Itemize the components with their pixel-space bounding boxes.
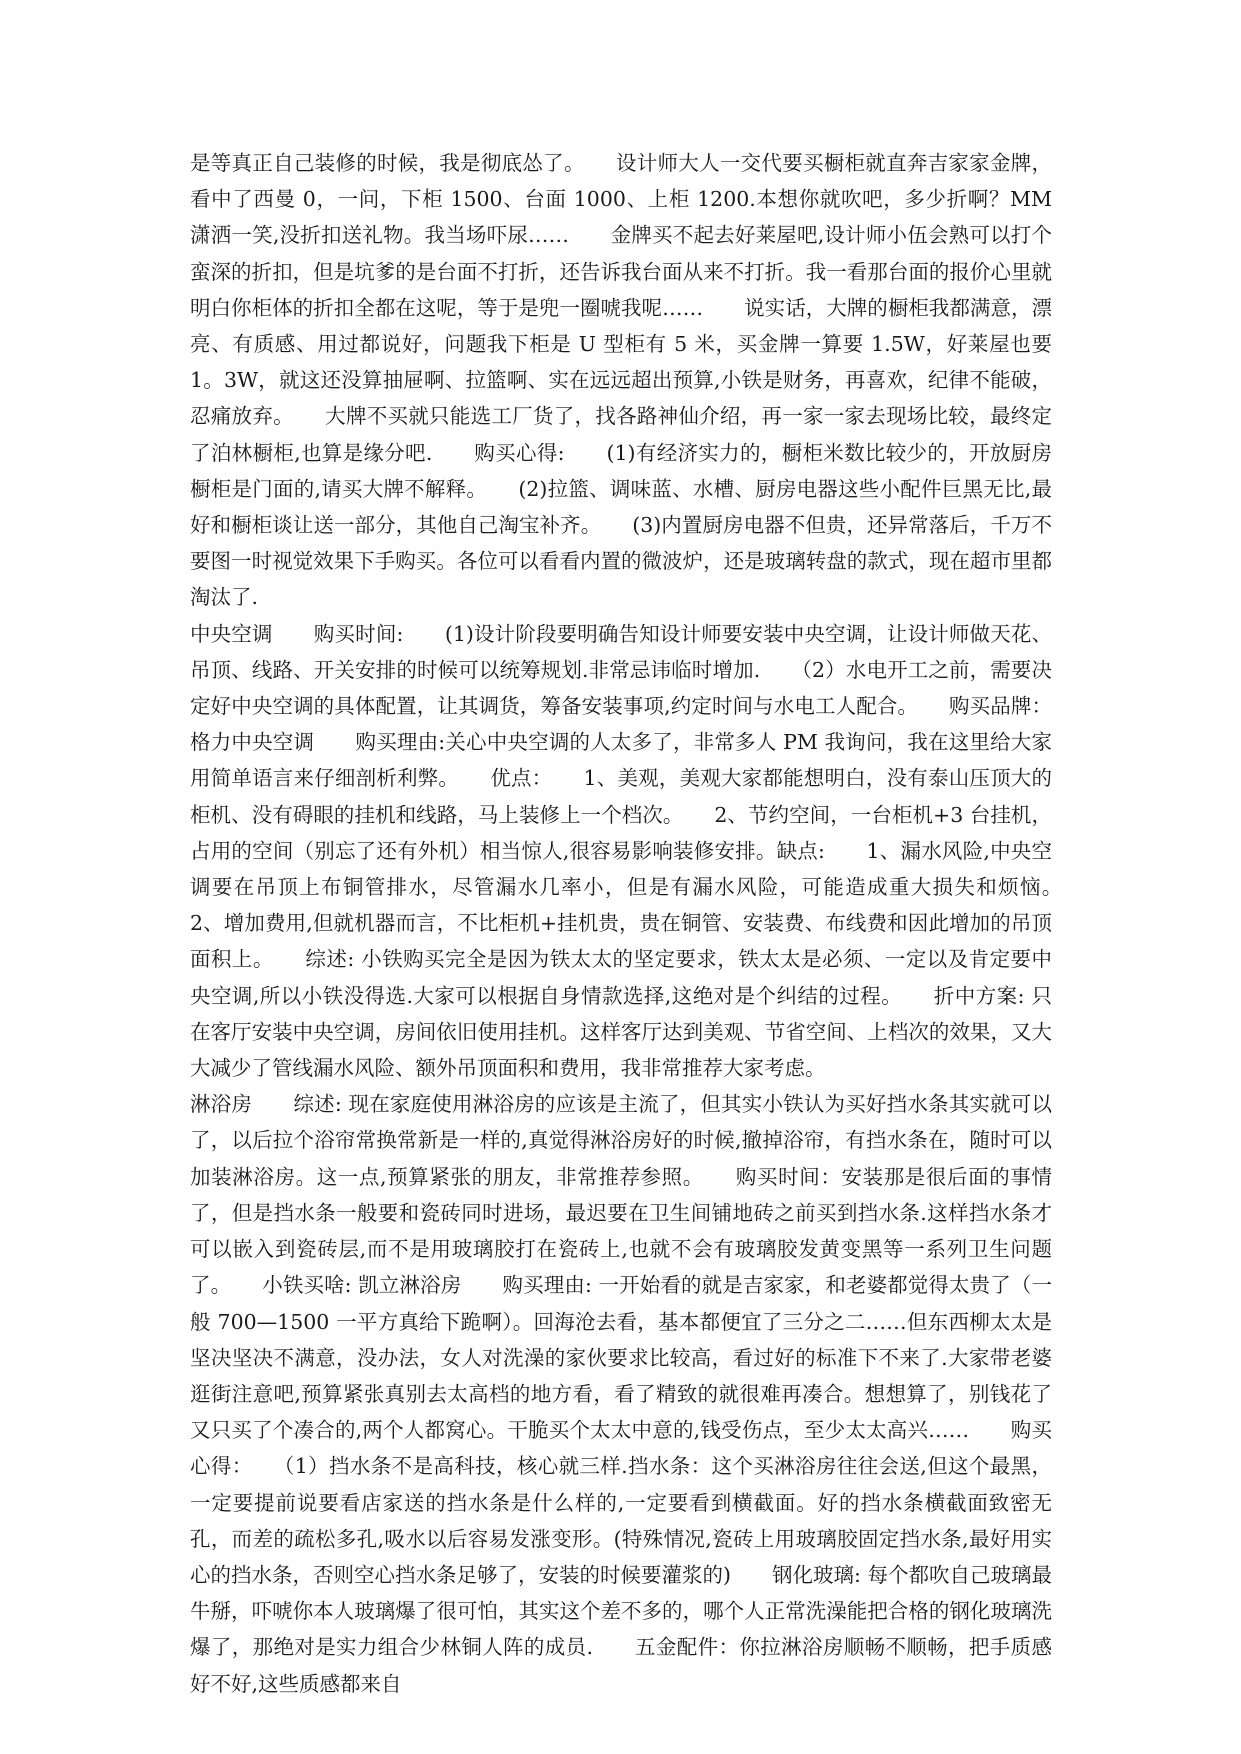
paragraph-shower-room: 淋浴房 综述: 现在家庭使用淋浴房的应该是主流了，但其实小铁认为买好挡水条其实就可以了，以后拉个浴帘常换常新是一样的,真觉得淋浴房好的时候,撤掉浴帘，有挡水条在，随时可以加装淋浴房。这一点,预算紧张的朋友，非常推荐参照。 购买时间：安装那是很后面的事情了，但是挡水条一般要和瓷砖同时进场，最迟要在卫生间铺地砖之前买到挡水条.这样挡水条才可以嵌入到瓷砖层,而不是用玻璃胶打在瓷砖上,也就不会有玻璃胶发黄变黑等一系列卫生问题了。 小铁买啥: 凯立淋浴房 购买理由: 一开始看的就是吉家家，和老婆都觉得太贵了（一般 700—1500 一平方真给下跪啊）。回海沧去看，基本都便宜了三分之二……但东西柳太太是坚决坚决不满意，没办法，女人对洗澡的家伙要求比较高，看过好的标准下不来了.大家带老婆逛街注意吧,预算紧张真别去太高档的地方看，看了精致的就很难再凑合。想想算了，别钱花了又只买了个凑合的,两个人都窝心。干脆买个太太中意的,钱受伤点，至少太太高兴…… 购买心得： （1）挡水条不是高科技，核心就三样.挡水条：这个买淋浴房往往会送,但这个最黑，一定要提前说要看店家送的挡水条是什么样的,一定要看到横截面。好的挡水条横截面致密无孔，而差的疏松多孔,吸水以后容易发涨变形。(特殊情况,瓷砖上用玻璃胶固定挡水条,最好用实心的挡水条，否则空心挡水条足够了，安装的时候要灌浆的) 钢化玻璃: 每个都吹自己玻璃最牛掰，吓唬你本人玻璃爆了很可怕，其实这个差不多的，哪个人正常洗澡能把合格的钢化玻璃洗爆了，那绝对是实力组合少林铜人阵的成员. 五金配件：你拉淋浴房顺畅不顺畅，把手质感好不好,这些质感都来自 [190, 1092, 1052, 1696]
document-page [190, 145, 1093, 1702]
paragraph-central-air-conditioning: 中央空调 购买时间: (1)设计阶段要明确告知设计师要安装中央空调，让设计师做天花、吊顶、线路、开关安排的时候可以统筹规划.非常忌讳临时增加. （2）水电开工之前，需要决定好中央空调的具体配置，让其调货，筹备安装事项,约定时间与水电工人配合。 购买品牌：格力中央空调 购买理由:关心中央空调的人太多了，非常多人 PM 我询问，我在这里给大家用简单语言来仔细剖析利弊。 优点： 1、美观，美观大家都能想明白，没有泰山压顶大的柜机、没有碍眼的挂机和线路，马上装修上一个档次。 2、节约空间，一台柜机+3 台挂机，占用的空间（别忘了还有外机）相当惊人,很容易影响装修安排。缺点: 1、漏水风险,中央空调要在吊顶上布铜管排水，尽管漏水几率小，但是有漏水风险，可能造成重大损失和烦恼。 2、增加费用,但就机器而言，不比柜机+挂机贵，贵在铜管、安装费、布线费和因此增加的吊顶面积上。 综述: 小铁购买完全是因为铁太太的坚定要求，铁太太是必须、一定以及肯定要中央空调,所以小铁没得选.大家可以根据自身情款选择,这绝对是个纠结的过程。 折中方案: 只在客厅安装中央空调，房间依旧使用挂机。这样客厅达到美观、节省空间、上档次的效果，又大大减少了管线漏水风险、额外吊顶面积和费用，我非常推荐大家考虑。 [190, 621, 1093, 1081]
paragraph-cabinets: 是等真正自己装修的时候，我是彻底怂了。 设计师大人一交代要买橱柜就直奔吉家家金牌，看中了西曼 0，一问，下柜 1500、台面 1000、上柜 1200.本想你就吹吧，多少折啊？MM 潇洒一笑,没折扣送礼物。我当场吓尿…… 金牌买不起去好莱屋吧,设计师小伍会熟可以打个蛮深的折扣，但是坑爹的是台面不打折，还告诉我台面从来不打折。我一看那台面的报价心里就明白你柜体的折扣全都在这呢，等于是兜一圈唬我呢…… 说实话，大牌的橱柜我都满意，漂亮、有质感、用过都说好，问题我下柜是 U 型柜有 5 米，买金牌一算要 1.5W，好莱屋也要 1。3W，就这还没算抽屉啊、拉篮啊、实在远远超出预算,小铁是财务，再喜欢，纪律不能破，忍痛放弃。 大牌不买就只能选工厂货了，找各路神仙介绍，再一家一家去现场比较，最终定了泊林橱柜,也算是缘分吧. 购买心得: (1)有经济实力的，橱柜米数比较少的，开放厨房橱柜是门面的,请买大牌不解释。 (2)拉篮、调味蓝、水槽、厨房电器这些小配件巨黑无比,最好和橱柜谈让送一部分，其他自己淘宝补齐。 (3)内置厨房电器不但贵，还异常落后，千万不要图一时视觉效果下手购买。各位可以看看内置的微波炉，还是玻璃转盘的款式，现在超市里都淘汰了. [190, 151, 1052, 610]
